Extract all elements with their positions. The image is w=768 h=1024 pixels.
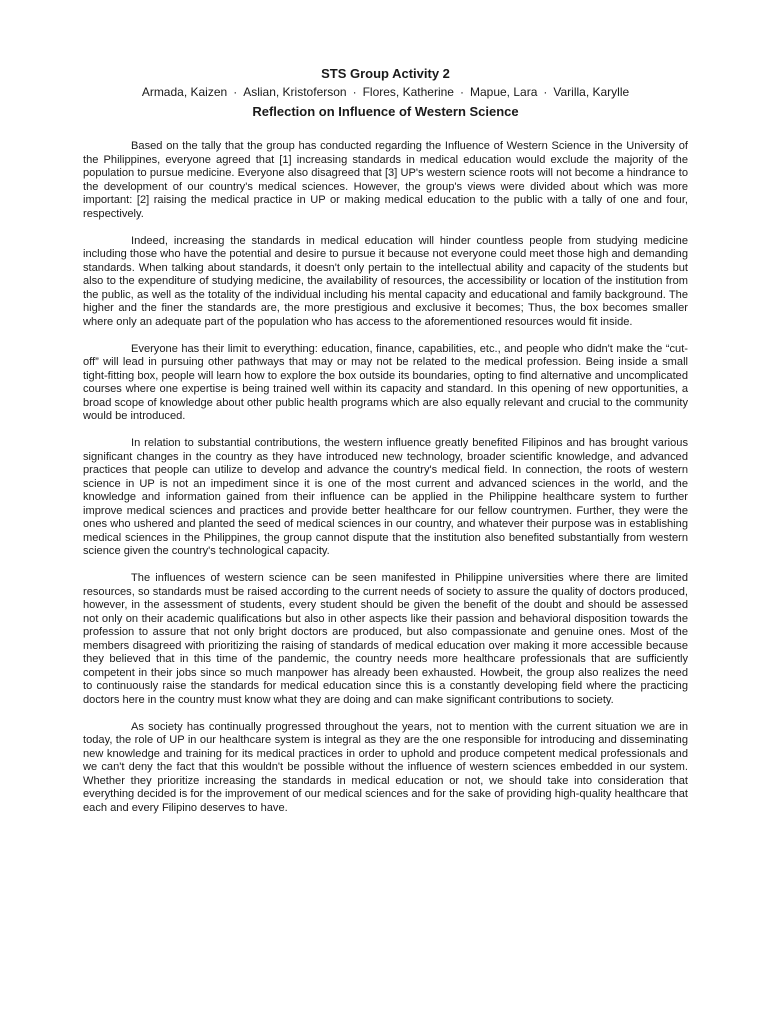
paragraph: In relation to substantial contributions, the western influence greatly benefited Filipinos and has brought various significant changes in the country as they have introduced new technology, broader scientific knowledge, and advanced practices that people can utilize to develop and advance the country's medical field. In connection, the roots of western science in UP is not an impediment since it is one of the most current and advanced sciences in the world, and the knowledge and information gained from their influence can be applied in the Philippine healthcare system to further improve medical sciences and practices and provide better healthcare for our fellow countrymen. Further, they were the ones who ushered and planted the seed of medical sciences in our country, and whatever their purpose was in establishing medical sciences in the Philippines, the group cannot dispute that the institution also benefited substantially from western science given the country's technological capacity.: [83, 437, 688, 557]
author-list: [83, 85, 688, 100]
paragraph: Based on the tally that the group has conducted regarding the Influence of Western Science in the University of the Philippines, everyone agreed that [1] increasing standards in medical education would exclude the majority of the population to pursue medicine. Everyone also disagreed that [3] UP's western science roots will not become a hindrance to the development of our country's medical sciences. However, the group's views were divided about which was more important: [2] raising the medical practice in UP or making medical education to the public with a tally of one and four, respectively.: [83, 140, 688, 220]
document-title: STS Group Activity 2: [321, 66, 450, 81]
author-separator: ·: [352, 85, 357, 99]
paragraph: Everyone has their limit to everything: education, finance, capabilities, etc., and people who didn't make the “cut-off” will lead in pursuing other pathways that may or may not be related to the medical profession. Being inside a small tight-fitting box, people will learn how to explore the box outside its boundaries, opting to find alternative and uncomplicated courses where one expertise is being trained well within its capacity and standard. In this opening of new opportunities, a broad scope of knowledge about other public health programs which are also equally relevant and crucial to the community would be introduced.: [83, 342, 688, 422]
author-separator: ·: [459, 85, 464, 99]
author-separator: ·: [543, 85, 548, 99]
author-name: Flores, Katherine: [362, 85, 454, 99]
author-name: Varilla, Karylle: [553, 85, 630, 99]
author-name: Armada, Kaizen: [141, 85, 228, 99]
author-separator: ·: [233, 85, 238, 99]
paragraph: Indeed, increasing the standards in medical education will hinder countless people from studying medicine including those who have the potential and desire to pursue it because not everyone could meet those high and demanding standards. When talking about standards, it doesn't only pertain to the intellectual ability and capacity of the students but also to the expenditure of studying medicine, the availability of resources, the accessibility or location of the institution from the public, as well as the totality of the individual including his mental capacity and educational and family background. The higher and the finer the standards are, the more prestigious and exclusive it becomes; Thus, the box becomes smaller where only an adequate part of the population who has access to the aforementioned resources would fit inside.: [83, 234, 688, 328]
document-header: [83, 66, 688, 120]
document-body: [83, 140, 688, 815]
author-name: Aslian, Kristoferson: [243, 85, 347, 99]
document-subtitle: Reflection on Influence of Western Science: [252, 104, 519, 119]
author-name: Mapue, Lara: [469, 85, 538, 99]
paragraph: As society has continually progressed throughout the years, not to mention with the current situation we are in today, the role of UP in our healthcare system is integral as they are the one responsible for introducing and disseminating new knowledge and training for its medical practices in order to uphold and produce competent medical professionals and we can't deny the fact that this wouldn't be possible without the influence of western sciences embedded in our system. Whether they prioritize increasing the standards in medical education or not, we should take into consideration that everything decided is for the improvement of our medical sciences and for the sake of providing high-quality healthcare that each and every Filipino deserves to have.: [83, 720, 688, 814]
paragraph: The influences of western science can be seen manifested in Philippine universities where there are limited resources, so standards must be raised according to the current needs of society to assure the quality of doctors produced, however, in the assessment of students, every student should be given the benefit of the doubt and should be assessed not only on their academic qualifications but also in other aspects like their passion and behavioral disposition towards the profession to assure that not only bright doctors are produced, but also compassionate and genuine ones. Most of the members disagreed with prioritizing the raising of standards of medical education over making it more accessible because they believed that in this time of the pandemic, the country needs more healthcare professionals that are sufficiently competent in their jobs since so much manpower has already been exhausted. Howbeit, the group also realizes the need to continuously raise the standards for medical education since this is a constantly developing field where the practicing doctors here in the country must know what they are doing and can make significant contributions to society.: [83, 572, 688, 706]
